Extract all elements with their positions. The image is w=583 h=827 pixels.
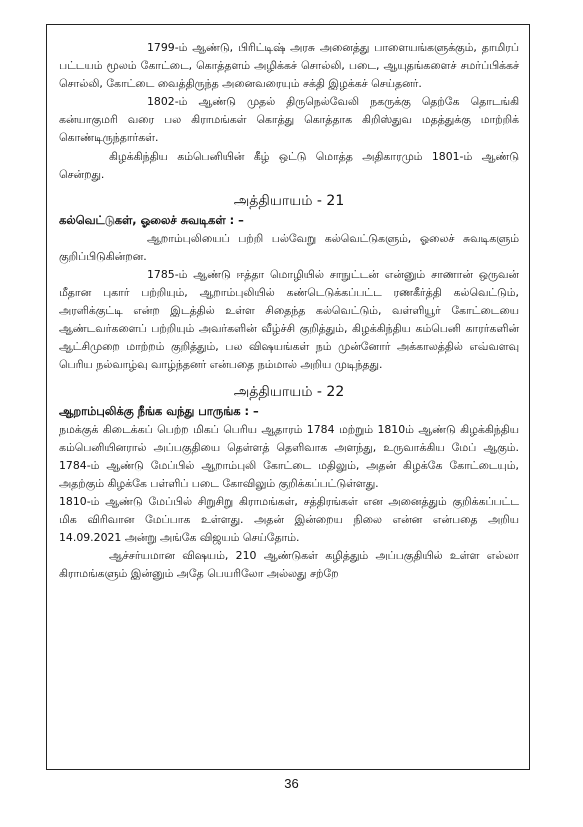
chapter-21-subheading: கல்வெட்டுகள், ஓலைச் சுவடிகள் : – <box>59 212 244 227</box>
paragraph-1802: 1802-ம் ஆண்டு முதல் திருநெல்வேலி நகருக்கு தெற்கே தொடங்கி கன்யாகுமரி வரை பல கிராமங்கள் கொத்து கொத்தாக கிறிஸ்துவ மதத்துக்கு மாற்றிக் கொண்டிருந்தார்கள். <box>59 95 519 145</box>
paragraph-surprise: ஆச்சர்யமான விஷயம், 210 ஆண்டுகள் கழித்தும் அப்பகுதியில் உள்ள எல்லா கிராமங்களும் இன்னும் அதே பெயரிலோ அல்லது சற்றே <box>59 549 519 581</box>
paragraph-inscriptions: ஆறாம்புலியைப் பற்றி பல்வேறு கல்வெட்டுகளும், ஓலைச் சுவடிகளும் குறிப்பிடுகின்றன. <box>59 231 519 263</box>
chapter-22-heading: அத்தியாயம் - 22 <box>233 383 345 400</box>
page-frame <box>46 24 530 770</box>
paragraph-1785: 1785-ம் ஆண்டு ஈத்தா மொழியில் சாநுட்டன் என்னும் சாணான் ஒருவன் மீதான புகார் பற்றியும், ஆறாம்புலியில் கண்டெடுக்கப்பட்ட ரணகீர்த்தி கல்வெட்டும், அரளிக்குட்டி என்ற இடத்தில் உள்ள சிதைந்த கல்வெட்டும், வள்ளியூர் கோட்டையை ஆண்டவர்களைப் பற்றியும் அவர்களின் வீழ்ச்சி குறித்தும், கிழக்கிந்திய கம்பெனி காரர்களின் ஆட்சிமுறை மாற்றம் குறித்தும், பல விஷயங்கள் நம் முன்னோர் அக்காலத்தில் எவ்வளவு பெரிய நல்வாழ்வு வாழ்ந்தனர் என்பதை நம்மால் அறிய முடிந்தது. <box>59 267 519 372</box>
chapter-22-subheading: ஆறாம்புலிக்கு நீங்க வந்து பாருங்க : – <box>59 403 259 418</box>
page-content <box>59 39 519 583</box>
chapter-21-heading: அத்தியாயம் - 21 <box>233 192 345 209</box>
page-number: 36 <box>284 776 299 791</box>
paragraph-1801: கிழக்கிந்திய கம்பெனியின் கீழ் ஒட்டு மொத்த அதிகாரமும் 1801-ம் ஆண்டு சென்றது. <box>59 149 519 181</box>
paragraph-1799: 1799-ம் ஆண்டு, பிரிட்டிஷ் அரசு அனைத்து பாளையங்களுக்கும், தாமிரப் பட்டயம் மூலம் கோட்டை, கொத்தளம் அழிக்கச் சொல்லி, படை, ஆயுதங்களைச் சமர்ப்பிக்கச் சொல்லி, கோட்டை வைத்திருந்த அனைவரையும் சக்தி இழக்கச் செய்தனர். <box>59 41 519 91</box>
paragraph-maps: நமக்குக் கிடைக்கப் பெற்ற மிகப் பெரிய ஆதாரம் 1784 மற்றும் 1810ம் ஆண்டு கிழக்கிந்திய கம்பெனியினரால் அப்பகுதியை தெள்ளத் தெளிவாக அளந்து, உருவாக்கிய மேப் ஆகும். 1784-ம் ஆண்டு மேப்பில் ஆறாம்புலி கோட்டை மதிலும், அதன் கிழக்கே கோட்டையும், அதற்கும் கிழக்கே பள்ளிப் படை கோவிலும் குறிக்கப்பட்டுள்ளது. <box>59 422 519 490</box>
paragraph-1810: 1810-ம் ஆண்டு மேப்பில் சிறுசிறு கிராமங்கள், சத்திரங்கள் என அனைத்தும் குறிக்கப்பட்ட மிக விரிவான மேப்பாக உள்ளது. அதன் இன்றைய நிலை என்ன என்பதை அறிய 14.09.2021 அன்று அங்கே விஜயம் செய்தோம். <box>59 494 519 545</box>
